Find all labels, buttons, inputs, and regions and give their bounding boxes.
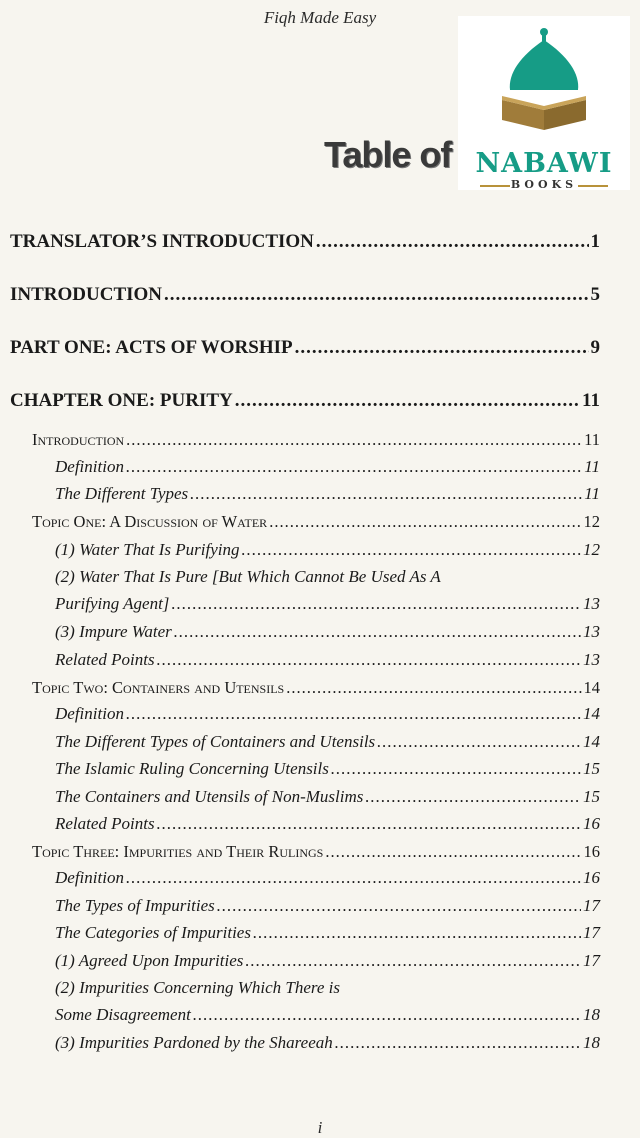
page-number: i — [317, 1118, 323, 1137]
mosque-dome-icon — [458, 16, 630, 146]
toc-sub-types-containers[interactable]: The Different Types of Containers and Utensils ..... 14 — [55, 732, 600, 752]
toc-sub-categories-impurities[interactable]: The Categories of Impurities ..... 17 — [55, 923, 600, 943]
toc-sub-water-pure-line1[interactable]: (2) Water That Is Pure [But Which Cannot Be Used As A — [55, 567, 441, 586]
toc-topic-one[interactable]: Topic One: A Discussion of Water ..... 12 — [32, 512, 600, 532]
toc-entry-chapter-one[interactable]: CHAPTER ONE: PURITY ..... 11 — [10, 390, 600, 412]
logo-subtitle: BOOKS — [510, 178, 578, 191]
toc-sub-related-points[interactable]: Related Points ..... 13 — [55, 650, 600, 670]
toc-sub-definition[interactable]: Definition ..... 11 — [55, 457, 600, 477]
toc-sub-agreed-impurities[interactable]: (1) Agreed Upon Impurities ..... 17 — [55, 951, 600, 971]
toc-sub-ruling-utensils[interactable]: The Islamic Ruling Concerning Utensils ..... 15 — [55, 759, 600, 779]
running-header: Fiqh Made Easy — [263, 8, 377, 27]
toc-entry-part-one[interactable]: PART ONE: ACTS OF WORSHIP ..... 9 — [10, 337, 600, 359]
nabawi-books-logo — [458, 16, 630, 190]
toc-sub-definition-3[interactable]: Definition ..... 16 — [55, 868, 600, 888]
toc-sub-disagreement-line1[interactable]: (2) Impurities Concerning Which There is — [55, 978, 341, 997]
toc-entry-introduction[interactable]: INTRODUCTION ..... 5 — [10, 284, 600, 306]
toc-sub-pardoned-impurities[interactable]: (3) Impurities Pardoned by the Shareeah ..... 18 — [55, 1033, 600, 1053]
toc-sub-water-pure[interactable]: Purifying Agent] ..... 13 — [55, 594, 600, 614]
toc-sub-water-purifying[interactable]: (1) Water That Is Purifying ..... 12 — [55, 540, 600, 560]
toc-entry-translators-introduction[interactable]: TRANSLATOR’S INTRODUCTION ..... 1 — [10, 231, 600, 253]
page-title: Table of — [324, 134, 452, 175]
toc-sub-types-impurities[interactable]: The Types of Impurities ..... 17 — [55, 896, 600, 916]
toc-sub-definition-2[interactable]: Definition ..... 14 — [55, 704, 600, 724]
logo-rule-right — [578, 185, 608, 187]
toc-sub-disagreement[interactable]: Some Disagreement ..... 18 — [55, 1005, 600, 1025]
toc-sub-non-muslims[interactable]: The Containers and Utensils of Non-Muslims ..... 15 — [55, 787, 600, 807]
toc-topic-three[interactable]: Topic Three: Impurities and Their Rulings ..... 16 — [32, 842, 600, 862]
toc-sub-impure-water[interactable]: (3) Impure Water ..... 13 — [55, 622, 600, 642]
toc-sub-related-points-2[interactable]: Related Points ..... 16 — [55, 814, 600, 834]
toc-topic-two[interactable]: Topic Two: Containers and Utensils ..... 14 — [32, 678, 600, 698]
toc-topic-introduction[interactable]: Introduction ..... 11 — [32, 430, 600, 450]
logo-name: NABAWI — [475, 148, 613, 179]
toc-sub-different-types[interactable]: The Different Types ..... 11 — [55, 484, 600, 504]
